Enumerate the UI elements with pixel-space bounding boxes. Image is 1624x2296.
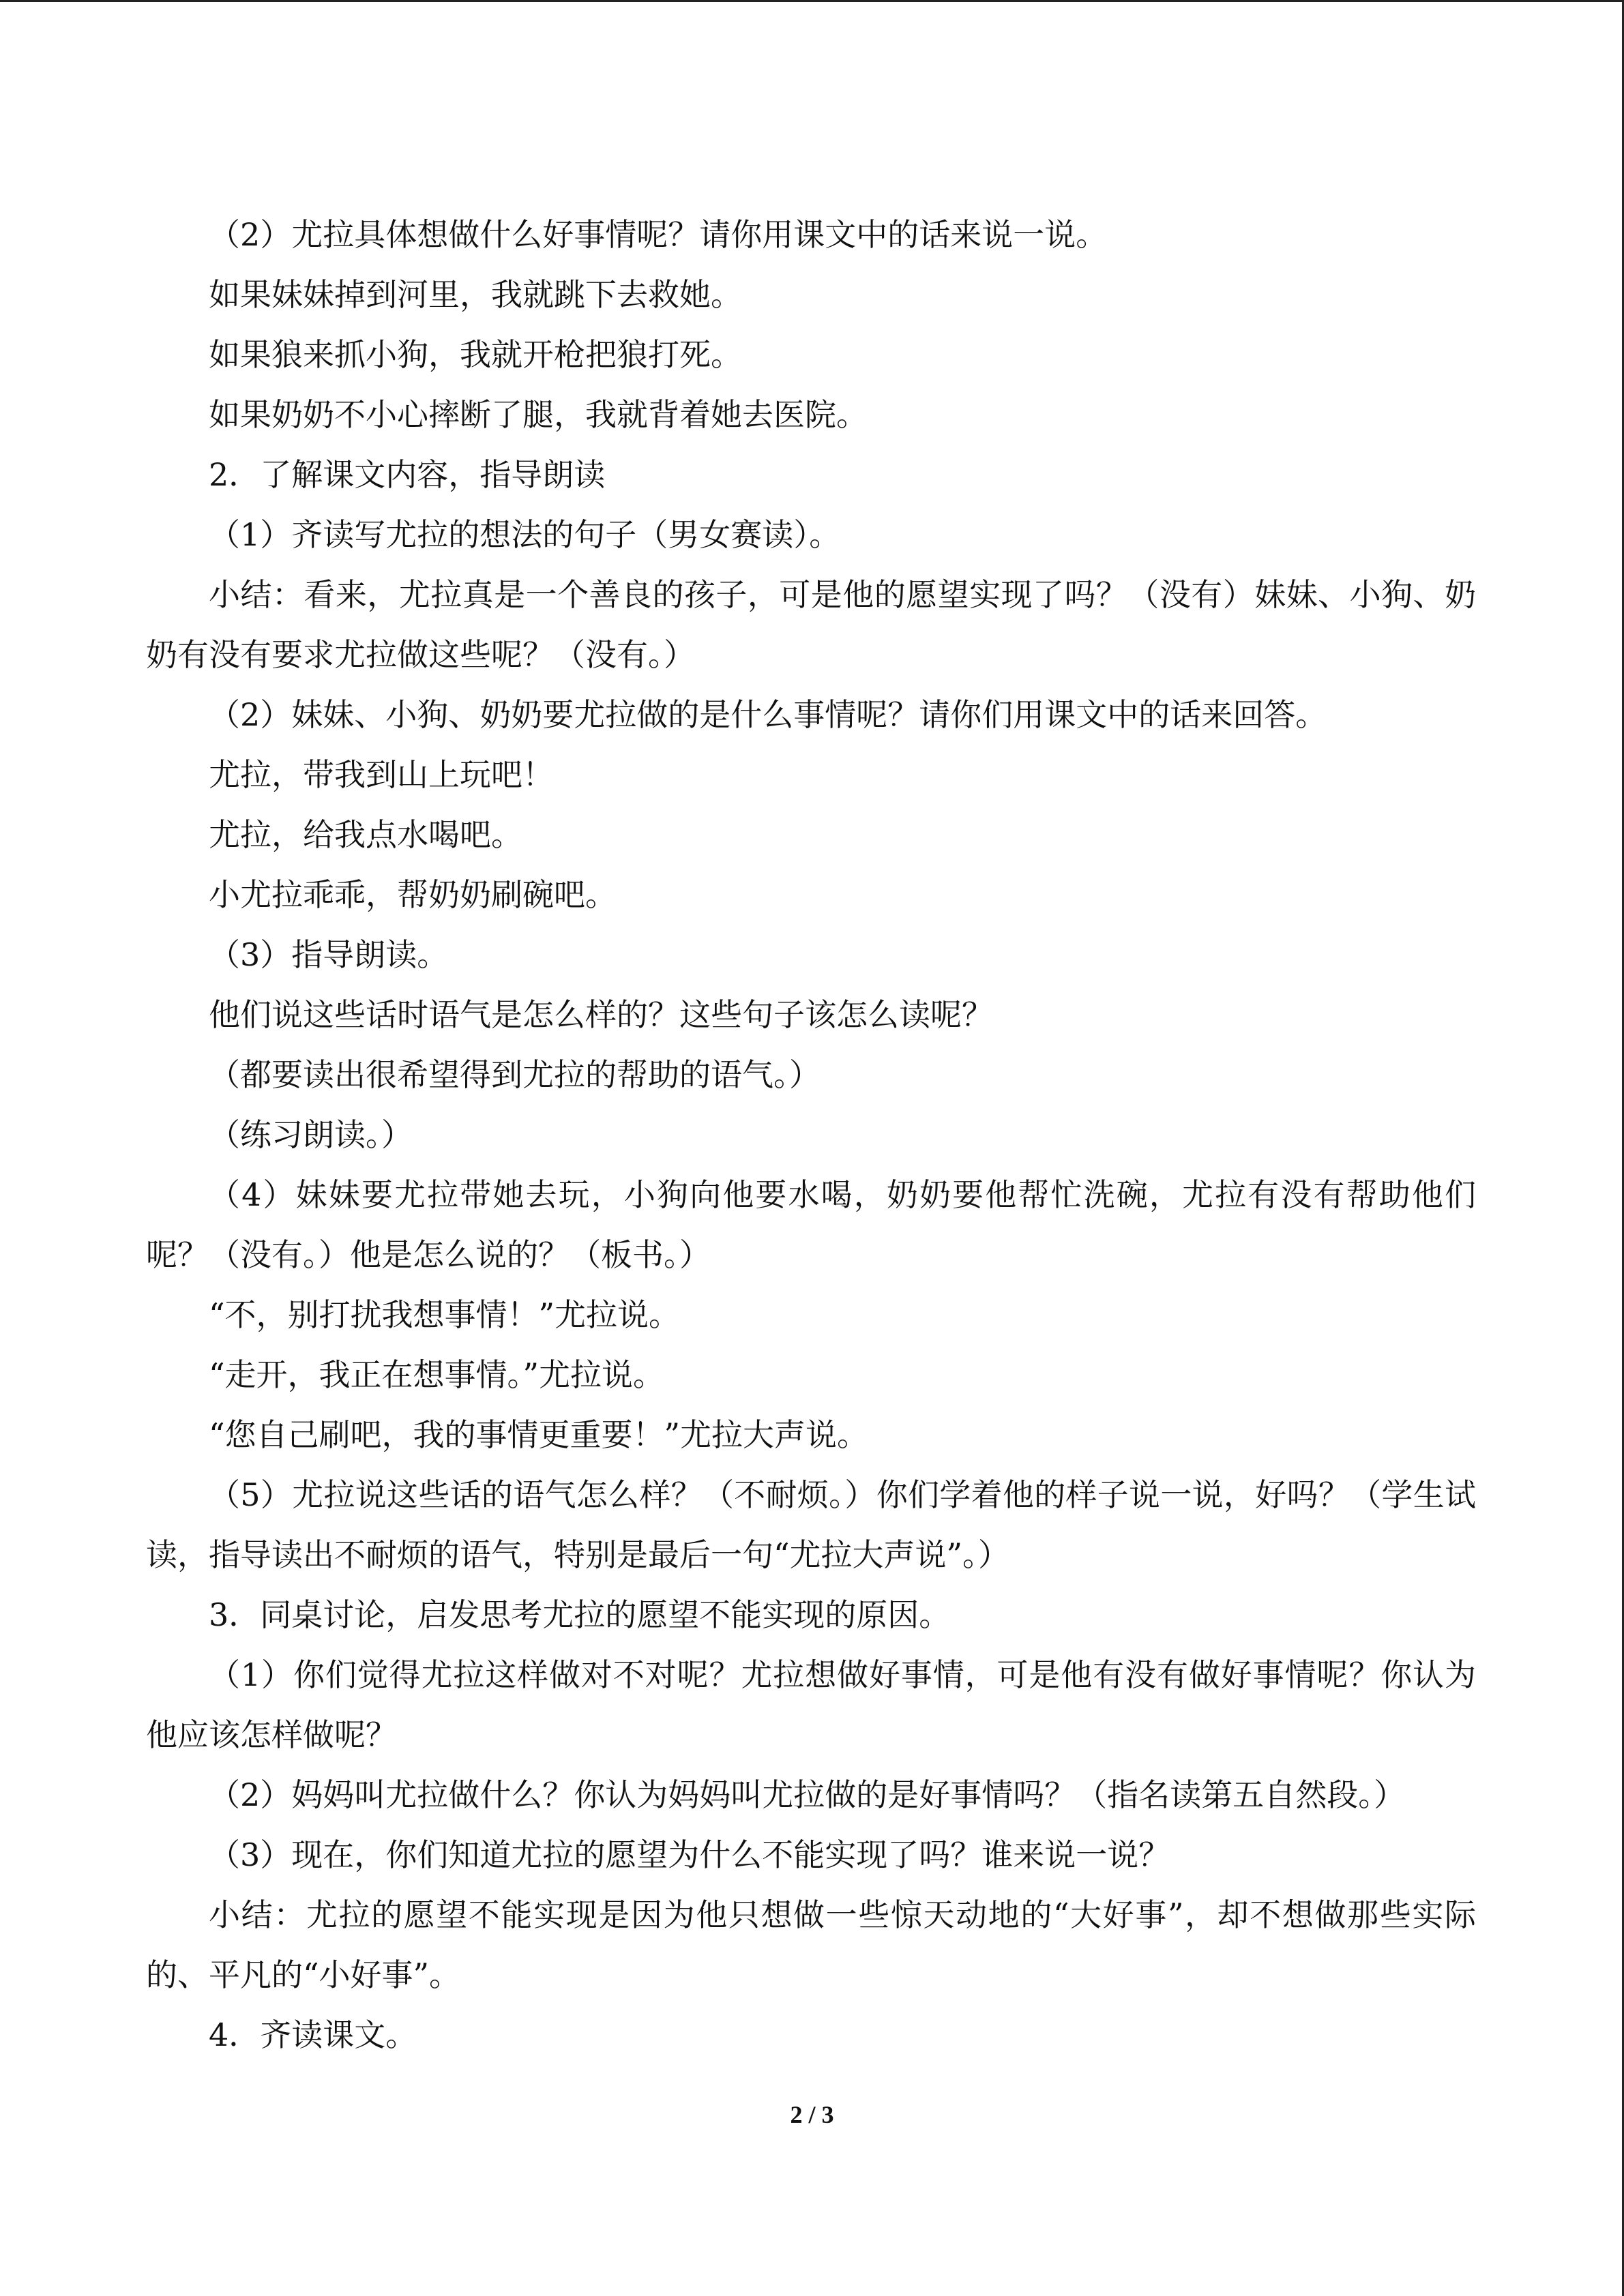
section-heading: 4．齐读课文。 xyxy=(209,2016,417,2053)
paragraph: （练习朗读。） xyxy=(209,1116,413,1153)
document-body xyxy=(146,205,1476,2065)
page-number: 2 / 3 xyxy=(790,2101,834,2128)
paragraph: （2）妈妈叫尤拉做什么？你认为妈妈叫尤拉做的是好事情吗？（指名读第五自然段。） xyxy=(209,1776,1406,1813)
section-heading: 3．同桌讨论，启发思考尤拉的愿望不能实现的原因。 xyxy=(209,1596,951,1633)
paragraph: “不，别打扰我想事情！”尤拉说。 xyxy=(209,1296,681,1333)
paragraph: （1）你们觉得尤拉这样做对不对呢？尤拉想做好事情，可是他有没有做好事情呢？你认为他应该怎样做呢？ xyxy=(146,1656,1476,1753)
top-border-line xyxy=(0,0,1624,2)
paragraph: 如果狼来抓小狗，我就开枪把狼打死。 xyxy=(209,336,742,373)
paragraph: （5）尤拉说这些话的语气怎么样？（不耐烦。）你们学着他的样子说一说，好吗？（学生试读，指导读出不耐烦的语气，特别是最后一句“尤拉大声说”。） xyxy=(146,1476,1476,1573)
paragraph: （3）指导朗读。 xyxy=(209,936,449,973)
paragraph: （都要读出很希望得到尤拉的帮助的语气。） xyxy=(209,1056,821,1093)
paragraph: （2）尤拉具体想做什么好事情呢？请你用课文中的话来说一说。 xyxy=(209,216,1108,253)
paragraph: 尤拉，带我到山上玩吧！ xyxy=(209,756,554,793)
paragraph: （4）妹妹要尤拉带她去玩，小狗向他要水喝，奶奶要他帮忙洗碗，尤拉有没有帮助他们呢？（没有。）他是怎么说的？（板书。） xyxy=(146,1176,1476,1273)
paragraph: 小尤拉乖乖，帮奶奶刷碗吧。 xyxy=(209,876,617,913)
paragraph: 如果妹妹掉到河里，我就跳下去救她。 xyxy=(209,276,742,313)
section-heading: 2．了解课文内容，指导朗读 xyxy=(209,456,606,493)
paragraph: 他们说这些话时语气是怎么样的？这些句子该怎么读呢？ xyxy=(209,996,993,1033)
paragraph: （2）妹妹、小狗、奶奶要尤拉做的是什么事情呢？请你们用课文中的话来回答。 xyxy=(209,696,1327,733)
paragraph: 如果奶奶不小心摔断了腿，我就背着她去医院。 xyxy=(209,396,868,433)
paragraph: 小结：看来，尤拉真是一个善良的孩子，可是他的愿望实现了吗？（没有）妹妹、小狗、奶奶有没有要求尤拉做这些呢？（没有。） xyxy=(146,576,1476,673)
paragraph: “您自己刷吧，我的事情更重要！”尤拉大声说。 xyxy=(209,1416,869,1453)
paragraph: （1）齐读写尤拉的想法的句子（男女赛读）。 xyxy=(209,516,841,553)
paragraph: 小结：尤拉的愿望不能实现是因为他只想做一些惊天动地的“大好事”，却不想做那些实际的、平凡的“小好事”。 xyxy=(146,1896,1476,1993)
paragraph: 尤拉，给我点水喝吧。 xyxy=(209,816,522,853)
paragraph: （3）现在，你们知道尤拉的愿望为什么不能实现了吗？谁来说一说？ xyxy=(209,1836,1170,1873)
paragraph: “走开，我正在想事情。”尤拉说。 xyxy=(209,1356,665,1393)
